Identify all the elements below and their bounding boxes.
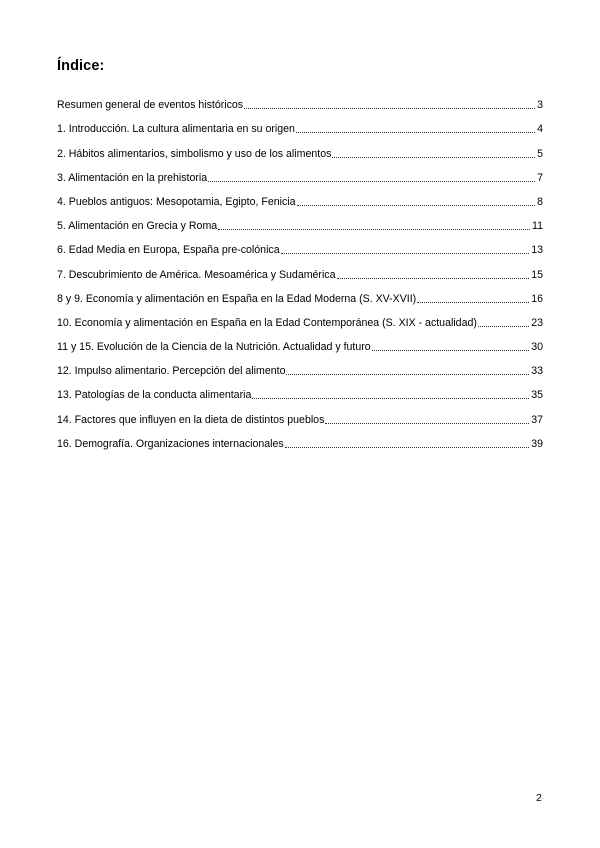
toc-entry-page: 5	[537, 147, 543, 160]
toc-entry-page: 3	[537, 99, 543, 112]
table-of-contents	[57, 88, 543, 451]
toc-entry-page: 15	[531, 268, 543, 281]
toc-entry-label: 4. Pueblos antiguos: Mesopotamia, Egipto, Fenicia	[57, 195, 296, 208]
toc-entry-page: 13	[531, 244, 543, 257]
toc-entry[interactable]	[57, 233, 543, 257]
toc-entry[interactable]	[57, 209, 543, 233]
toc-entry-label: 6. Edad Media en Europa, España pre-colónica	[57, 244, 280, 257]
toc-entry-page: 39	[531, 437, 543, 450]
toc-entry[interactable]	[57, 402, 543, 426]
toc-dot-leader	[417, 302, 529, 303]
toc-entry-label: 8 y 9. Economía y alimentación en España en la Edad Moderna (S. XV-XVII)	[57, 292, 417, 305]
toc-entry[interactable]	[57, 88, 543, 112]
toc-entry-page: 11	[532, 220, 543, 233]
toc-entry-label: 16. Demografía. Organizaciones internacionales	[57, 437, 284, 450]
toc-entry[interactable]	[57, 354, 543, 378]
toc-entry[interactable]	[57, 112, 543, 136]
toc-dot-leader	[252, 398, 529, 399]
toc-entry-page: 35	[531, 389, 543, 402]
toc-dot-leader	[325, 423, 529, 424]
toc-dot-leader	[208, 181, 535, 182]
toc-entry[interactable]	[57, 378, 543, 402]
toc-entry-page: 23	[531, 316, 543, 329]
toc-dot-leader	[297, 205, 536, 206]
toc-entry-label: 3. Alimentación en la prehistoria	[57, 171, 208, 184]
toc-heading: Índice:	[57, 58, 105, 74]
toc-entry-page: 30	[531, 341, 543, 354]
toc-dot-leader	[286, 374, 529, 375]
toc-entry[interactable]	[57, 136, 543, 160]
toc-entry-label: 10. Economía y alimentación en España en la Edad Contemporánea (S. XIX - actualidad)	[57, 316, 477, 329]
toc-entry-page: 37	[531, 413, 543, 426]
toc-entry-label: 12. Impulso alimentario. Percepción del alimento	[57, 365, 286, 378]
toc-entry[interactable]	[57, 185, 543, 209]
toc-entry-page: 4	[537, 123, 543, 136]
toc-entry[interactable]	[57, 257, 543, 281]
toc-dot-leader	[372, 350, 530, 351]
toc-entry-label: Resumen general de eventos históricos	[57, 99, 244, 112]
toc-entry[interactable]	[57, 427, 543, 451]
toc-entry-label: 11 y 15. Evolución de la Ciencia de la Nutrición. Actualidad y futuro	[57, 341, 371, 354]
toc-dot-leader	[337, 278, 530, 279]
toc-dot-leader	[218, 229, 530, 230]
toc-entry-label: 1. Introducción. La cultura alimentaria en su origen	[57, 123, 295, 136]
toc-entry[interactable]	[57, 161, 543, 185]
toc-entry-label: 7. Descubrimiento de América. Mesoamérica y Sudamérica	[57, 268, 336, 281]
toc-entry[interactable]	[57, 306, 543, 330]
toc-dot-leader	[296, 132, 535, 133]
toc-entry-page: 16	[531, 292, 543, 305]
toc-dot-leader	[332, 157, 535, 158]
toc-entry-page: 33	[531, 365, 543, 378]
toc-dot-leader	[478, 326, 529, 327]
toc-entry[interactable]	[57, 282, 543, 306]
toc-dot-leader	[244, 108, 535, 109]
toc-entry-label: 14. Factores que influyen en la dieta de distintos pueblos	[57, 413, 325, 426]
toc-entry-page: 8	[537, 195, 543, 208]
toc-entry[interactable]	[57, 330, 543, 354]
page-number: 2	[536, 792, 542, 804]
toc-entry-label: 5. Alimentación en Grecia y Roma	[57, 220, 218, 233]
toc-dot-leader	[285, 447, 529, 448]
toc-entry-page: 7	[537, 171, 543, 184]
toc-entry-label: 2. Hábitos alimentarios, simbolismo y uso de los alimentos	[57, 147, 332, 160]
toc-dot-leader	[281, 253, 530, 254]
toc-entry-label: 13. Patologías de la conducta alimentaria	[57, 389, 252, 402]
